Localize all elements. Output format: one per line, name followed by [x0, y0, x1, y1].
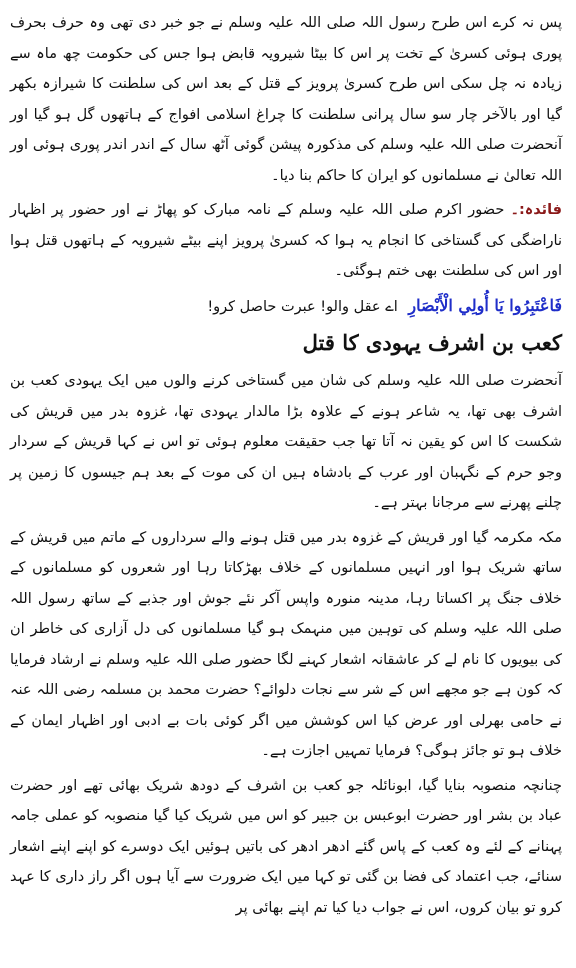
quran-quote-arabic: فَاعْتَبِرُوا يَا أُولِي الْأَبْصَارِ [408, 295, 562, 315]
paragraph-kaab-makkah: مکہ مکرمہ گیا اور قریش کے غزوہ بدر میں قتل ہونے والے سرداروں کے ماتم میں قریش کے ساتھ شریک ہوا اور انہیں مسلمانوں کے خلاف بھڑکاتا رہا اور شعروں کو مسلمانوں کے خلاف جنگ پر اکساتا رہا، مدینہ منورہ واپس آکر نئے جوش اور جذبے کے ساتھ رسول اللہ صلی اللہ علیہ وسلم کی توہین میں منہمک ہو گیا مسلمانوں کی دل آزاری کی خاطر ان کی بیویوں کا نام لے کر عاشقانہ اشعار کہنے لگا حضور صلی اللہ علیہ وسلم نے ارشاد فرمایا کہ کون ہے جو مجھے اس کے شر سے نجات دلوائے؟ حضرت محمد بن مسلمہ رضی اللہ عنہ نے حامی بھرلی اور عرض کیا اس کوشش میں اگر کوئی بات بے ادبی اور اظہار ایمان کے خلاف ہو تو جائز ہوگی؟ فرمایا تمہیں اجازت ہے۔ [10, 529, 562, 759]
paragraph-kisra-downfall: پس نہ کرے اس طرح رسول اللہ صلی اللہ علیہ وسلم نے جو خبر دی تھی وہ حرف بحرف پوری ہوئی کسریٰ کے تخت پر اس کا بیٹا شیرویہ قابض ہوا جس کی حکومت چھ ماہ سے زیادہ نہ چل سکی اس طرح کسریٰ پرویز کے قتل کے بعد اس کی سلطنت کا شیرازہ بکھر گیا اور بالآخر چار سو سال پرانی سلطنت کا چراغ اسلامی افواج کے ہاتھوں گل ہو گیا اور آنحضرت صلی اللہ علیہ وسلم کی مذکورہ پیشن گوئی آٹھ سال کے اندر اندر پوری ہوئی اور اللہ تعالیٰ نے مسلمانوں کو ایران کا حاکم بنا دیا۔ [10, 15, 562, 184]
quote-line [10, 291, 562, 323]
quote-translation: اے عقل والو! عبرت حاصل کرو! [207, 298, 398, 315]
fayda-text: حضور اکرم صلی اللہ علیہ وسلم کے نامہ مبارک کو پھاڑ نے اور حضور پر اظہار ناراضگی کی گستاخی کا انجام یہ ہوا کہ کسریٰ پرویز اپنے بیٹے شیرویہ کے ہاتھوں قتل ہوا اور اس کی سلطنت بھی ختم ہوگئی۔ [10, 202, 562, 279]
fayda-label: فائدہ:۔ [510, 202, 563, 218]
paragraph-kaab-plan: چنانچہ منصوبہ بنایا گیا، ابونائلہ جو کعب بن اشرف کے دودھ شریک بھائی تھے اور حضرت عباد بن بشر اور حضرت ابوعبس بن جبیر کو اس میں شریک کیا گیا منصوبہ کو عملی جامہ پہنانے کے لئے وہ کعب کے پاس گئے ادھر ادھر کی باتیں ہوئیں ایک دوسرے کو اپنے اپنے اشعار سنائے، جب اعتماد کی فضا بن گئی تو کہا میں ایک ضرورت سے آیا ہوں اگر راز داری کا عہد کرو تو بیان کروں، اس نے جواب دیا کیا تم اپنے بھائی پر [10, 777, 562, 916]
paragraph-kaab-intro: آنحضرت صلی اللہ علیہ وسلم کی شان میں گستاخی کرنے والوں میں ایک یہودی کعب بن اشرف بھی تھا، یہ شاعر ہونے کے علاوہ بڑا مالدار یہودی تھا، غزوہ بدر میں قریش کی شکست کا اس کو یقین نہ آتا تھا جب حقیقت معلوم ہوئی تو اس نے کہا قریش کے سردار وجو حرم کے نگہبان اور عرب کے بادشاہ ہیں ان کی موت کے بعد ہم جیسوں کا زمین پر چلنے پھرنے سے مرجانا بہتر ہے۔ [10, 373, 562, 511]
section-heading: کعب بن اشرف یہودی کا قتل [302, 330, 562, 355]
fayda-note [10, 195, 562, 287]
